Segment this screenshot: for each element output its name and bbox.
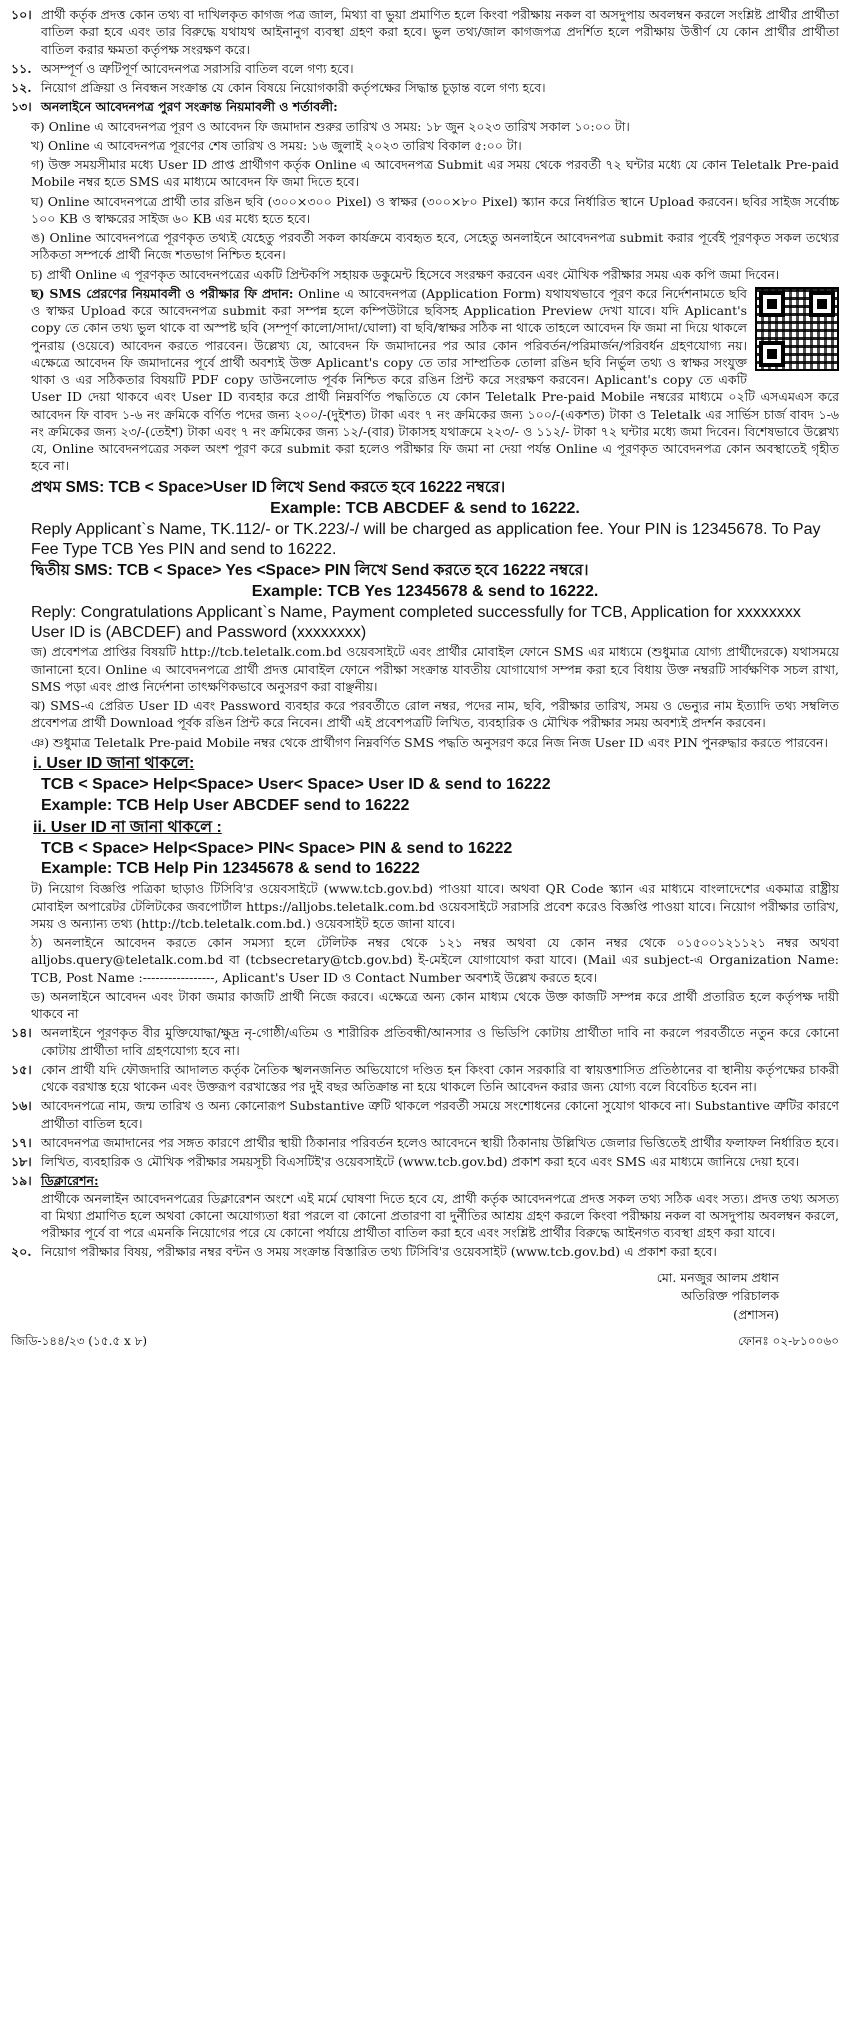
clause-16 — [11, 1097, 839, 1132]
signatory-title: অতিরিক্ত পরিচালক — [681, 1288, 779, 1304]
clause-text: কোন প্রার্থী যদি ফৌজদারি আদালত কর্তৃক নৈতিক স্খলনজনিত অভিযোগে দণ্ডিত হন কিংবা কোন সরকারি বা স্বায়ত্তশাসিত প্রতিষ্ঠানের বা স্থানীয় কর্তৃপক্ষের চাকরী থেকে বরখাস্ত হয়ে থাকেন এবং উক্তরূপ বরখাস্তের পর দুই বছর অতিক্রান্ত না হয়ে থাকলে তিনি আবেদন করার জন্য যোগ্য বলে বিবেচিত হবেন না। — [41, 1061, 839, 1094]
signatory-department: (প্রশাসন) — [733, 1307, 779, 1322]
clause-13 — [11, 98, 839, 115]
help-known-userid-heading: i. User ID জানা থাকলে: — [33, 754, 195, 772]
clause-number: ১৯। — [11, 1173, 32, 1189]
first-sms-reply: Reply Applicant`s Name, TK.112/- or TK.223/-/ will be charged as application fee. Your PIN is 12345678. To Pay Fee Type TCB Yes PIN and send to 16222. — [31, 520, 821, 558]
online-rule-g: গ) উক্ত সময়সীমার মধ্যে User ID প্রাপ্ত প্রার্থীগণ কর্তৃক Online এ আবেদনপত্র Submit এর সময় থেকে পরবর্তী ৭২ ঘন্টার মধ্যে যে কোন Teletalk Pre-paid Mobile নম্বর হতে SMS এর মাধ্যমে আবেদন ফি জমা দিতে হবে। — [31, 157, 839, 190]
online-rule-kh: খ) Online এ আবেদনপত্র পূরণের শেষ তারিখ ও সময়: ১৬ জুলাই ২০২৩ তারিখ বিকাল ৫:০০ টা। — [31, 137, 522, 153]
clause-number: ১৮। — [11, 1154, 32, 1169]
clause-number: ১১. — [11, 60, 32, 76]
second-sms-instruction: দ্বিতীয় SMS: TCB < Space> Yes <Space> PIN লিখে Send করতে হবে 16222 নম্বরে। — [31, 561, 589, 579]
phone-number: ফোনঃ ০২-৮১০০৬০ — [738, 1333, 839, 1348]
clause-number: ১৫। — [11, 1061, 32, 1077]
online-rule-ch: চ) প্রার্থী Online এ পূরণকৃত আবেদনপত্রের একটি প্রিন্টকপি সহায়ক ডকুমেন্ট হিসেবে সংরক্ষণ করবেন এবং মৌখিক পরীক্ষার সময় এক কপি জমা দিবেন। — [31, 266, 780, 282]
clause-14 — [11, 1024, 839, 1059]
clause-number: ১০। — [11, 7, 32, 22]
clause-number: ১৬। — [11, 1098, 32, 1114]
clause-text: আবেদনপত্রে নাম, জন্ম তারিখ ও অন্য কোনোরূপ Substantive ত্রুটি থাকলে পরবর্তী সময়ে সংশোধনের কোনো সুযোগ থাকবে না। Substantive ত্রুটির কারণে প্রার্থীতা বাতিল হবে। — [41, 1098, 839, 1131]
clause-text: প্রার্থী কর্তৃক প্রদত্ত কোন তথ্য বা দাখিলকৃত কাগজ পত্র জাল, মিথ্যা বা ভুয়া প্রমাণিত হলে কিংবা পরীক্ষায় নকল বা অসদুপায় অবলম্বন করলে সংশ্লিষ্ট প্রার্থীর প্রার্থীতা বাতিল করা হবে এবং তার বিরুদ্ধে যথাযথ আইনানুগ ব্যবস্থা গ্রহণ করা হবে। ভুল তথ্য/জাল কাগজপত্র প্রদর্শিত হলে পরীক্ষায় উত্তীর্ণ যে কোন প্রার্থীর প্রার্থীতা বাতিল করার ক্ষমতা কর্তৃপক্ষ সংরক্ষণ করে। — [41, 7, 839, 57]
help-known-userid-command: TCB < Space> Help<Space> User< Space> User ID & send to 16222 — [41, 775, 551, 793]
clause-text: আবেদনপত্র জমাদানের পর সঙ্গত কারণে প্রার্থীর স্থায়ী ঠিকানার পরিবর্তন হলেও আবেদনে স্থায়ী ঠিকানায় উল্লিখিত জেলার ভিত্তিতেই প্রার্থীর ফলাফল নির্ধারিত হবে। — [41, 1134, 839, 1150]
second-sms-reply: Reply: Congratulations Applicant`s Name, Payment completed successfully for TCB, Application for xxxxxxxx User ID is (ABCDEF) and Password (xxxxxxxx) — [31, 604, 801, 642]
help-known-userid-example: Example: TCB Help User ABCDEF send to 16222 — [41, 796, 410, 814]
sms-rules-body: Online এ আবেদনপত্র (Application Form) যথাযথভাবে পূরণ করে নির্দেশনামতে ছবি ও স্বাক্ষর Upload করে আবেদনপত্র submit করা সম্পন্ন হলে কম্পিউটারে ছবিসহ Application Preview দেখা যাবে। যদি Aplicant's copy তে কোন তথ্য ভুল থাকে বা অস্পষ্ট ছবি (সম্পূর্ণ কালো/সাদা/ঘোলা) বা ছবি/স্বাক্ষর সঠিক না থাকে তাহলে আবেদন ফি জমা না দিয়ে থাকলে পুনরায় (ওয়েবে) আবেদন করতে পারবেন। উল্লেখ্য যে, আবেদন ফি জমাদানের পর আর কোন পরিবর্তন/পরিমার্জন/পরিবর্ধন গ্রহণযোগ্য নয়। এক্ষেত্রে আবেদন ফি জমাদানের পূর্বে প্রার্থী অবশ্যই উক্ত Aplicant's copy তে তার সাম্প্রতিক তোলা রঙিন ছবি নির্ভুল তথ্য ও স্বাক্ষর সংযুক্ত থাকা ও এর সঠিকতার বিষয়টি PDF copy ডাউনলোড পূর্বক নিশ্চিত করে রঙিন প্রিন্ট করে সংরক্ষণ করবেন। Aplicant's copy তে একটি User ID দেয়া থাকবে এবং User ID ব্যবহার করে প্রার্থী নিম্নবর্ণিত পদ্ধতিতে যে কোন Teletalk Pre-paid Mobile নম্বরের মাধ্যমে ০২টি এসএমএস করে আবেদন ফি বাবদ ১-৬ নং ক্রমিকে বর্ণিত পদের জন্য ২০০/-(দুইশত) টাকা এবং ৭ নং ক্রমিকের জন্য ১০০/-(একশত) টাকা ও Teletalk এর সার্ভিস চার্জ বাবদ ১-৬ নং ক্রমিকের জন্য ২৩/-(তেইশ) টাকা এবং ৭ নং ক্রমিকের জন্য ১২/-(বার) টাকাসহ যথাক্রমে ২২৩/- ও ১১২/- টাকা ৭২ ঘন্টার মধ্যে জমা দিবেন। বিশেষভাবে উল্লেখ্য যে, Online আবেদনপত্রের সকল অংশ পূরণ করে submit করা হলেও পরীক্ষার ফি জমা না দেয়া পর্যন্ত Online এ পূরণকৃত আবেদনপত্র কোন অবস্থাতেই গৃহীত হবে না। — [31, 285, 839, 474]
gd-code: জিডি-১৪৪/২৩ (১৫.৫ x ৮) — [11, 1333, 148, 1348]
help-unknown-userid-example: Example: TCB Help Pin 12345678 & send to 16222 — [41, 860, 420, 878]
second-sms-example: Example: TCB Yes 12345678 & send to 16222. — [251, 583, 599, 601]
help-unknown-userid-heading: ii. User ID না জানা থাকলে : — [33, 818, 222, 836]
clause-19 — [11, 1172, 839, 1241]
first-sms-instruction: প্রথম SMS: TCB < Space>User ID লিখে Send করতে হবে 16222 নম্বরে। — [31, 478, 506, 496]
qr-code-icon — [755, 287, 839, 371]
clause-12 — [11, 79, 839, 96]
sms-rules-heading: ছ) SMS প্রেরণের নিয়মাবলী ও পরীক্ষার ফি প্রদান: — [31, 285, 294, 301]
first-sms-example: Example: TCB ABCDEF & send to 16222. — [270, 499, 580, 517]
clause-text: লিখিত, ব্যবহারিক ও মৌখিক পরীক্ষার সময়সূচী বিএসটিই'র ওয়েবসাইটে (www.tcb.gov.bd) প্রকাশ করা হবে এবং SMS এর মাধ্যমে জানিয়ে দেয়া হবে। — [41, 1154, 800, 1169]
clause-15 — [11, 1061, 839, 1096]
clause-number: ১৭। — [11, 1134, 32, 1150]
online-rule-k: ক) Online এ আবেদনপত্র পূরণ ও আবেদন ফি জমাদান শুরুর তারিখ ও সময়: ১৮ জুন ২০২৩ তারিখ সকাল ১০:০০ টা। — [31, 118, 630, 134]
clause-number: ২০. — [11, 1244, 32, 1260]
clause-20 — [11, 1243, 839, 1260]
clause-text: নিয়োগ পরীক্ষার বিষয়, পরীক্ষার নম্বর বন্টন ও সময় সংক্রান্ত বিস্তারিত তথ্য টিসিবি'র ওয়েবসাইট (www.tcb.gov.bd) এ প্রকাশ করা হবে। — [41, 1244, 717, 1260]
clause-number: ১৩। — [11, 99, 32, 115]
admit-card-rule-j: জ) প্রবেশপত্র প্রাপ্তির বিষয়টি http://tcb.teletalk.com.bd ওয়েবসাইটে এবং প্রার্থীর মোবাইল ফোনে SMS এর মাধ্যমে (শুধুমাত্র যোগ্য প্রার্থীদেরকে) যথাসময়ে জানানো হবে। Online এ আবেদনপত্রে প্রার্থী প্রদত্ত মোবাইল ফোনে পরীক্ষা সংক্রান্ত যাবতীয় যোগাযোগ সম্পন্ন করা হবে বিধায় উক্ত নম্বরটি সার্বক্ষণিক সচল রাখা, SMS পড়া এবং প্রাপ্ত নির্দেশনা তাৎক্ষণিকভাবে অনুসরণ করা বাঞ্ছনীয়। — [31, 644, 839, 694]
clause-text: নিয়োগ প্রক্রিয়া ও নিবন্ধন সংক্রান্ত যে কোন বিষয়ে নিয়োগকারী কর্তৃপক্ষের সিদ্ধান্ত চূড়ান্ত বলে গণ্য হবে। — [41, 80, 546, 95]
website-info-rule: ট) নিয়োগ বিজ্ঞপ্তি পত্রিকা ছাড়াও টিসিবি'র ওয়েবসাইটে (www.tcb.gov.bd) পাওয়া যাবে। অথবা QR Code স্ক্যান এর মাধ্যমে বাংলাদেশের একমাত্র রাষ্ট্রীয় মোবাইল অপারেটর টেলিটকের জবপোর্টাল https://alljobs.teletalk.com.bd ওয়েবসাইটে সরাসরি প্রবেশ করেও বিজ্ঞপ্তি পাওয়া যাবে। নিয়োগ পরীক্ষার তারিখ, সময় ও অন্যান্য তথ্য (http://tcb.teletalk.com.bd.) ওয়েবসাইট হতে জানা যাবে। — [31, 881, 839, 931]
job-circular-page — [7, 0, 843, 1355]
footer — [11, 1333, 839, 1350]
section-heading: অনলাইনে আবেদনপত্র পুরণ সংক্রান্ত নিয়মাবলী ও শর্তাবলী: — [41, 99, 338, 115]
clause-18 — [11, 1153, 839, 1170]
clause-text: অনলাইনে পূরণকৃত বীর মুক্তিযোদ্ধা/ক্ষুদ্র নৃ-গোষ্ঠী/এতিম ও শারীরিক প্রতিবন্ধী/আনসার ও ভিডিপি কোটায় প্রার্থীতা দাবি না করলে পরবর্তীতে নতুন করে কোনো কোটায় প্রার্থীতা দাবি গ্রহণযোগ্য হবে না। — [41, 1025, 839, 1058]
self-apply-rule: ড) অনলাইনে আবেদন এবং টাকা জমার কাজটি প্রার্থী নিজে করবে। এক্ষেত্রে অন্য কোন মাধ্যম থেকে উক্ত কাজটি সম্পন্ন করে প্রার্থী প্রতারিত হলে কর্তৃপক্ষ দায়ী থাকবে না — [31, 988, 839, 1021]
signatory-name: মো. মনজুর আলম প্রধান — [656, 1269, 779, 1285]
clause-11 — [11, 60, 839, 77]
signature-block — [11, 1269, 839, 1325]
declaration-heading: ডিক্লারেশন: — [41, 1173, 99, 1189]
clause-10 — [11, 6, 839, 58]
contact-info-rule: ঠ) অনলাইনে আবেদন করতে কোন সমস্যা হলে টেলিটক নম্বর থেকে ১২১ নম্বর অথবা যে কোন নম্বর থেকে ০১৫০০১২১১২১ নম্বর অথবা alljobs.query@teletalk.com.bd বা (tcbsecretary@tcb.gov.bd) ই-মেইলে যোগাযোগ করা যাবে। (Mail এর subject-এ Organization Name: TCB, Post Name :-----------------, Aplicant's User ID ও Contact Number অবশ্যই উল্লেখ করতে হবে। — [31, 935, 839, 985]
admit-card-rule-jh: ঝ) SMS-এ প্রেরিত User ID এবং Password ব্যবহার করে পরবর্তীতে রোল নম্বর, পদের নাম, ছবি, পরীক্ষার তারিখ, সময় ও ভেন্যুর নাম ইত্যাদি তথ্য সম্বলিত প্রবেশপত্র প্রার্থী Download পূর্বক রঙিন প্রিন্ট করে নিবেন। প্রার্থী এই প্রবেশপত্রটি লিখিত, ব্যবহারিক ও মৌখিক পরীক্ষার সময় অবশ্যই প্রদর্শন করবেন। — [31, 698, 839, 731]
declaration-text: প্রার্থীকে অনলাইন আবেদনপত্রের ডিক্লারেশন অংশে এই মর্মে ঘোষণা দিতে হবে যে, প্রার্থী কর্তৃক আবেদনপত্রে প্রদত্ত সকল তথ্য সঠিক এবং সত্য। প্রদত্ত তথ্য অসত্য বা মিথ্যা প্রমাণিত হলে অথবা কোনো অযোগ্যতা ধরা পরলে বা কোনো প্রতারণা বা দুর্নীতির আশ্রয় গ্রহণ করলে কিংবা পরীক্ষায় নকল বা অসদুপায় অবলম্বন করলে, পরীক্ষার পূর্বে বা পরে এমনকি নিয়োগের পরে যে কোনো পর্যায়ে প্রার্থীতা বাতিল করা হবে এবং সংশ্লিষ্ট প্রার্থীর বিরুদ্ধে আইনগত ব্যবস্থা গ্রহণ করা যাবে। — [41, 1190, 839, 1240]
sms-fee-rules — [11, 285, 839, 475]
online-rule-ng: ঙ) Online আবেদনপত্রে পূরণকৃত তথ্যই যেহেতু পরবর্তী সকল কার্যক্রমে ব্যবহৃত হবে, সেহেতু অনলাইনে আবেদনপত্র submit করার পূর্বেই পূরণকৃত সকল তথ্যের সঠিকতা সম্পর্কে প্রার্থী নিজে শতভাগ নিশ্চিত হবেন। — [31, 230, 839, 263]
pin-recovery-rule: ঞ) শুধুমাত্র Teletalk Pre-paid Mobile নম্বর থেকে প্রার্থীগণ নিম্নবর্ণিত SMS পদ্ধতি অনুসরণ করে নিজ নিজ User ID এবং PIN পুনরুদ্ধার করতে পারবেন। — [31, 734, 828, 750]
clause-17 — [11, 1134, 839, 1151]
clause-number: ১২. — [11, 80, 32, 95]
help-unknown-userid-command: TCB < Space> Help<Space> PIN< Space> PIN & send to 16222 — [41, 839, 513, 857]
clause-text: অসম্পূর্ণ ও ত্রুটিপূর্ণ আবেদনপত্র সরাসরি বাতিল বলে গণ্য হবে। — [41, 60, 354, 76]
clause-number: ১৪। — [11, 1025, 32, 1041]
online-rule-gh: ঘ) Online আবেদনপত্রে প্রার্থী তার রঙিন ছবি (৩০০×৩০০ Pixel) ও স্বাক্ষর (৩০০×৮০ Pixel) স্ক্যান করে নির্ধারিত স্থানে Upload করবেন। ছবির সাইজ সর্বোচ্চ ১০০ KB ও স্বাক্ষরের সাইজ ৬০ KB এর মধ্যে হতে হবে। — [31, 193, 839, 226]
